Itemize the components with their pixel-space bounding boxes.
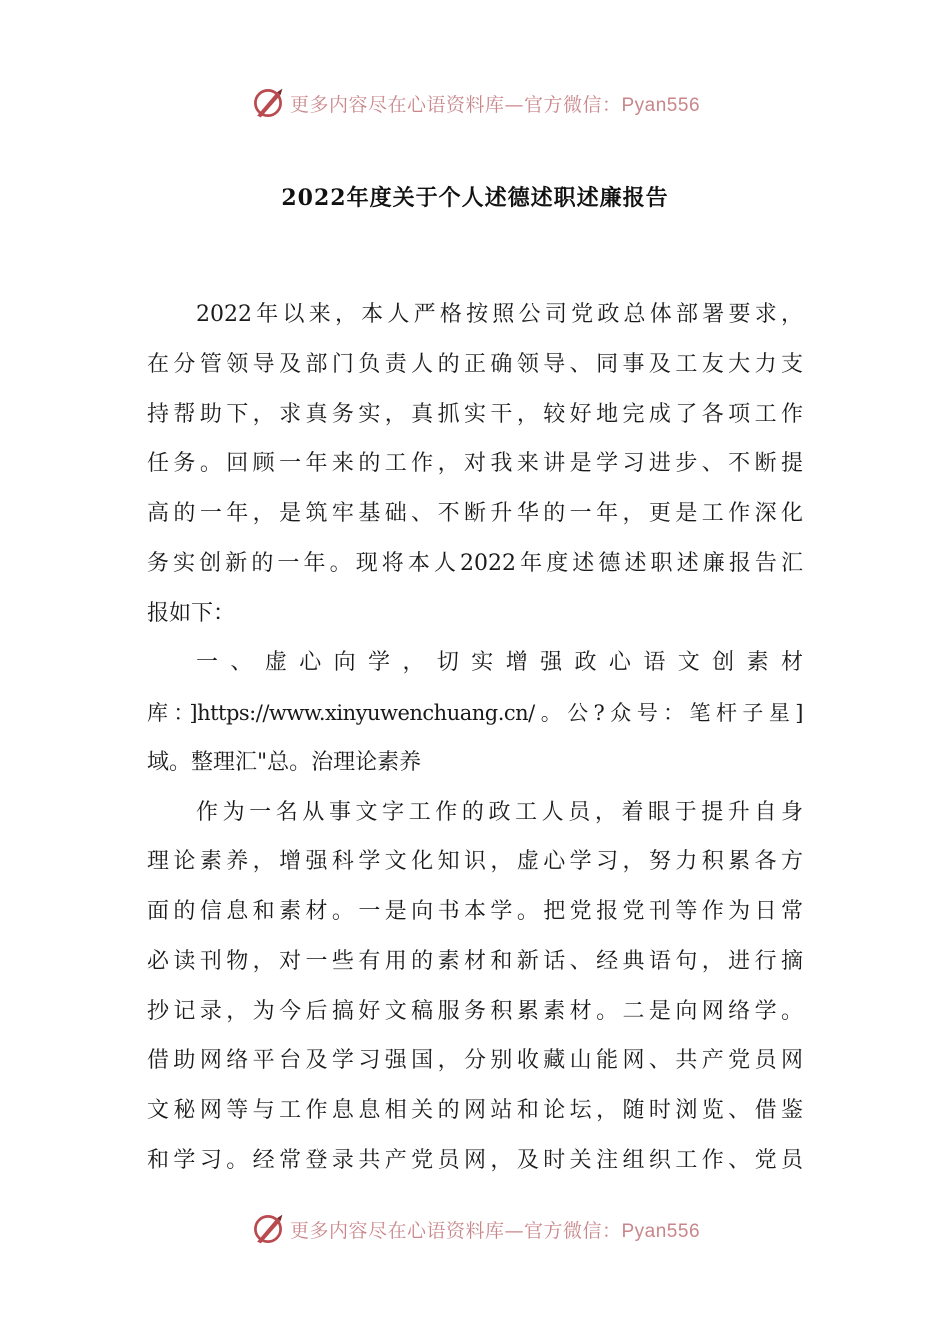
watermark-text: 更多内容尽在心语资料库—官方微信：Pyan556 — [289, 1219, 701, 1242]
header-watermark — [0, 83, 950, 123]
body-line: 持帮助下，求真务实，真抓实干，较好地完成了各项工作 — [147, 402, 803, 427]
body-line: 域。整理汇"总。治理论素养 — [147, 750, 422, 775]
url-line: 库：]https://www.xinyuwenchuang.cn/。公?众号：笔杆子星] — [147, 701, 803, 725]
body-line: 任务。回顾一年来的工作，对我来讲是学习进步、不断提 — [147, 451, 803, 476]
body-line: 抄记录，为今后搞好文稿服务积累素材。二是向网络学。 — [147, 999, 803, 1024]
quill-pen-circle-icon — [250, 85, 286, 121]
section-heading: 一、虚心向学，切实增强政心语文创素材 — [196, 650, 803, 675]
footer-watermark — [0, 1209, 950, 1249]
body-line: 高的一年，是筑牢基础、不断升华的一年，更是工作深化 — [147, 501, 803, 526]
body-line: 务实创新的一年。现将本人2022年度述德述职述廉报告汇 — [147, 551, 803, 576]
quill-pen-circle-icon — [250, 1211, 286, 1247]
body-line: 面的信息和素材。一是向书本学。把党报党刊等作为日常 — [147, 899, 803, 924]
body-line: 文秘网等与工作息息相关的网站和论坛，随时浏览、借鉴 — [147, 1098, 803, 1123]
document-title: 2022年度关于个人述德述职述廉报告 — [281, 185, 669, 211]
body-line: 借助网络平台及学习强国，分别收藏山能网、共产党员网 — [147, 1048, 803, 1073]
body-line: 2022年以来，本人严格按照公司党政总体部署要求， — [196, 302, 803, 327]
body-line: 报如下： — [147, 601, 236, 626]
body-line: 必读刊物，对一些有用的素材和新话、经典语句，进行摘 — [147, 949, 803, 974]
wechat-id: Pyan556 — [621, 1220, 701, 1242]
watermark-text: 更多内容尽在心语资料库—官方微信：Pyan556 — [289, 93, 701, 116]
body-line: 作为一名从事文字工作的政工人员，着眼于提升自身 — [196, 800, 803, 825]
body-line: 和学习。经常登录共产党员网，及时关注组织工作、党员 — [147, 1148, 803, 1173]
body-line: 理论素养，增强科学文化知识，虚心学习，努力积累各方 — [147, 849, 803, 874]
wechat-id: Pyan556 — [621, 94, 701, 116]
body-line: 在分管领导及部门负责人的正确领导、同事及工友大力支 — [147, 352, 803, 377]
